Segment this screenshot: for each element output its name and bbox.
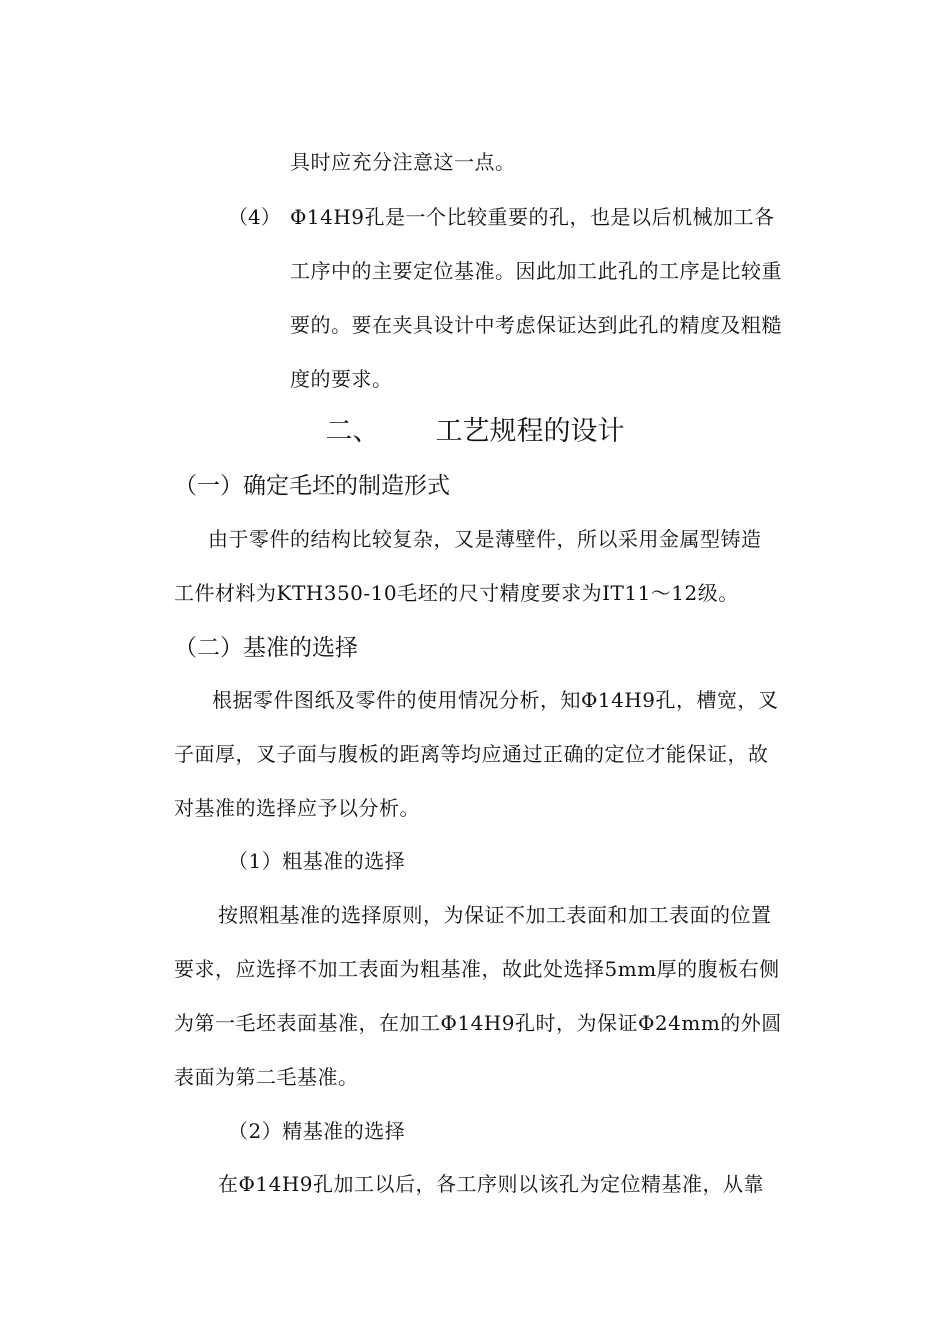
- item4-label: （4）: [228, 205, 281, 229]
- chapter-number: 二、: [325, 416, 380, 447]
- sub1-heading: （1）粗基准的选择: [228, 849, 406, 873]
- sub2-line-1: 在Φ14H9孔加工以后，各工序则以该孔为定位精基准，从靠: [218, 1172, 765, 1196]
- section2-intro-line-1: 根据零件图纸及零件的使用情况分析，知Φ14H9孔，槽宽，叉: [212, 688, 779, 712]
- chapter-heading: [0, 416, 950, 448]
- sub1-line-2: 要求，应选择不加工表面为粗基准，故此处选择5mm厚的腹板右侧: [174, 957, 780, 981]
- item4-line-4: 度的要求。: [290, 367, 393, 391]
- sub2-heading: （2）精基准的选择: [228, 1119, 406, 1143]
- section2-intro-line-2: 子面厚，叉子面与腹板的距离等均应通过正确的定位才能保证，故: [174, 742, 769, 766]
- section1-line-1: 由于零件的结构比较复杂，又是薄壁件，所以采用金属型铸造: [208, 527, 762, 551]
- item4-line-2: 工序中的主要定位基准。因此加工此孔的工序是比较重: [290, 259, 782, 283]
- section2-intro-line-3: 对基准的选择应予以分析。: [174, 796, 420, 820]
- sub1-line-1: 按照粗基准的选择原则，为保证不加工表面和加工表面的位置: [218, 903, 772, 927]
- section1-line-2: 工件材料为KTH350-10毛坯的尺寸精度要求为IT11～12级。: [174, 581, 739, 605]
- item3-tail-line-1: 具时应充分注意这一点。: [290, 150, 516, 174]
- item4-line-3: 要的。要在夹具设计中考虑保证达到此孔的精度及粗糙: [290, 313, 782, 337]
- section1-heading: （一）确定毛坯的制造形式: [174, 473, 450, 499]
- chapter-title: 工艺规程的设计: [435, 416, 625, 447]
- section2-heading: （二）基准的选择: [174, 635, 358, 661]
- sub1-line-3: 为第一毛坯表面基准，在加工Φ14H9孔时，为保证Φ24mm的外圆: [174, 1011, 782, 1035]
- sub1-line-4: 表面为第二毛基准。: [174, 1065, 359, 1089]
- item4-line-1: Φ14H9孔是一个比较重要的孔，也是以后机械加工各: [290, 205, 775, 229]
